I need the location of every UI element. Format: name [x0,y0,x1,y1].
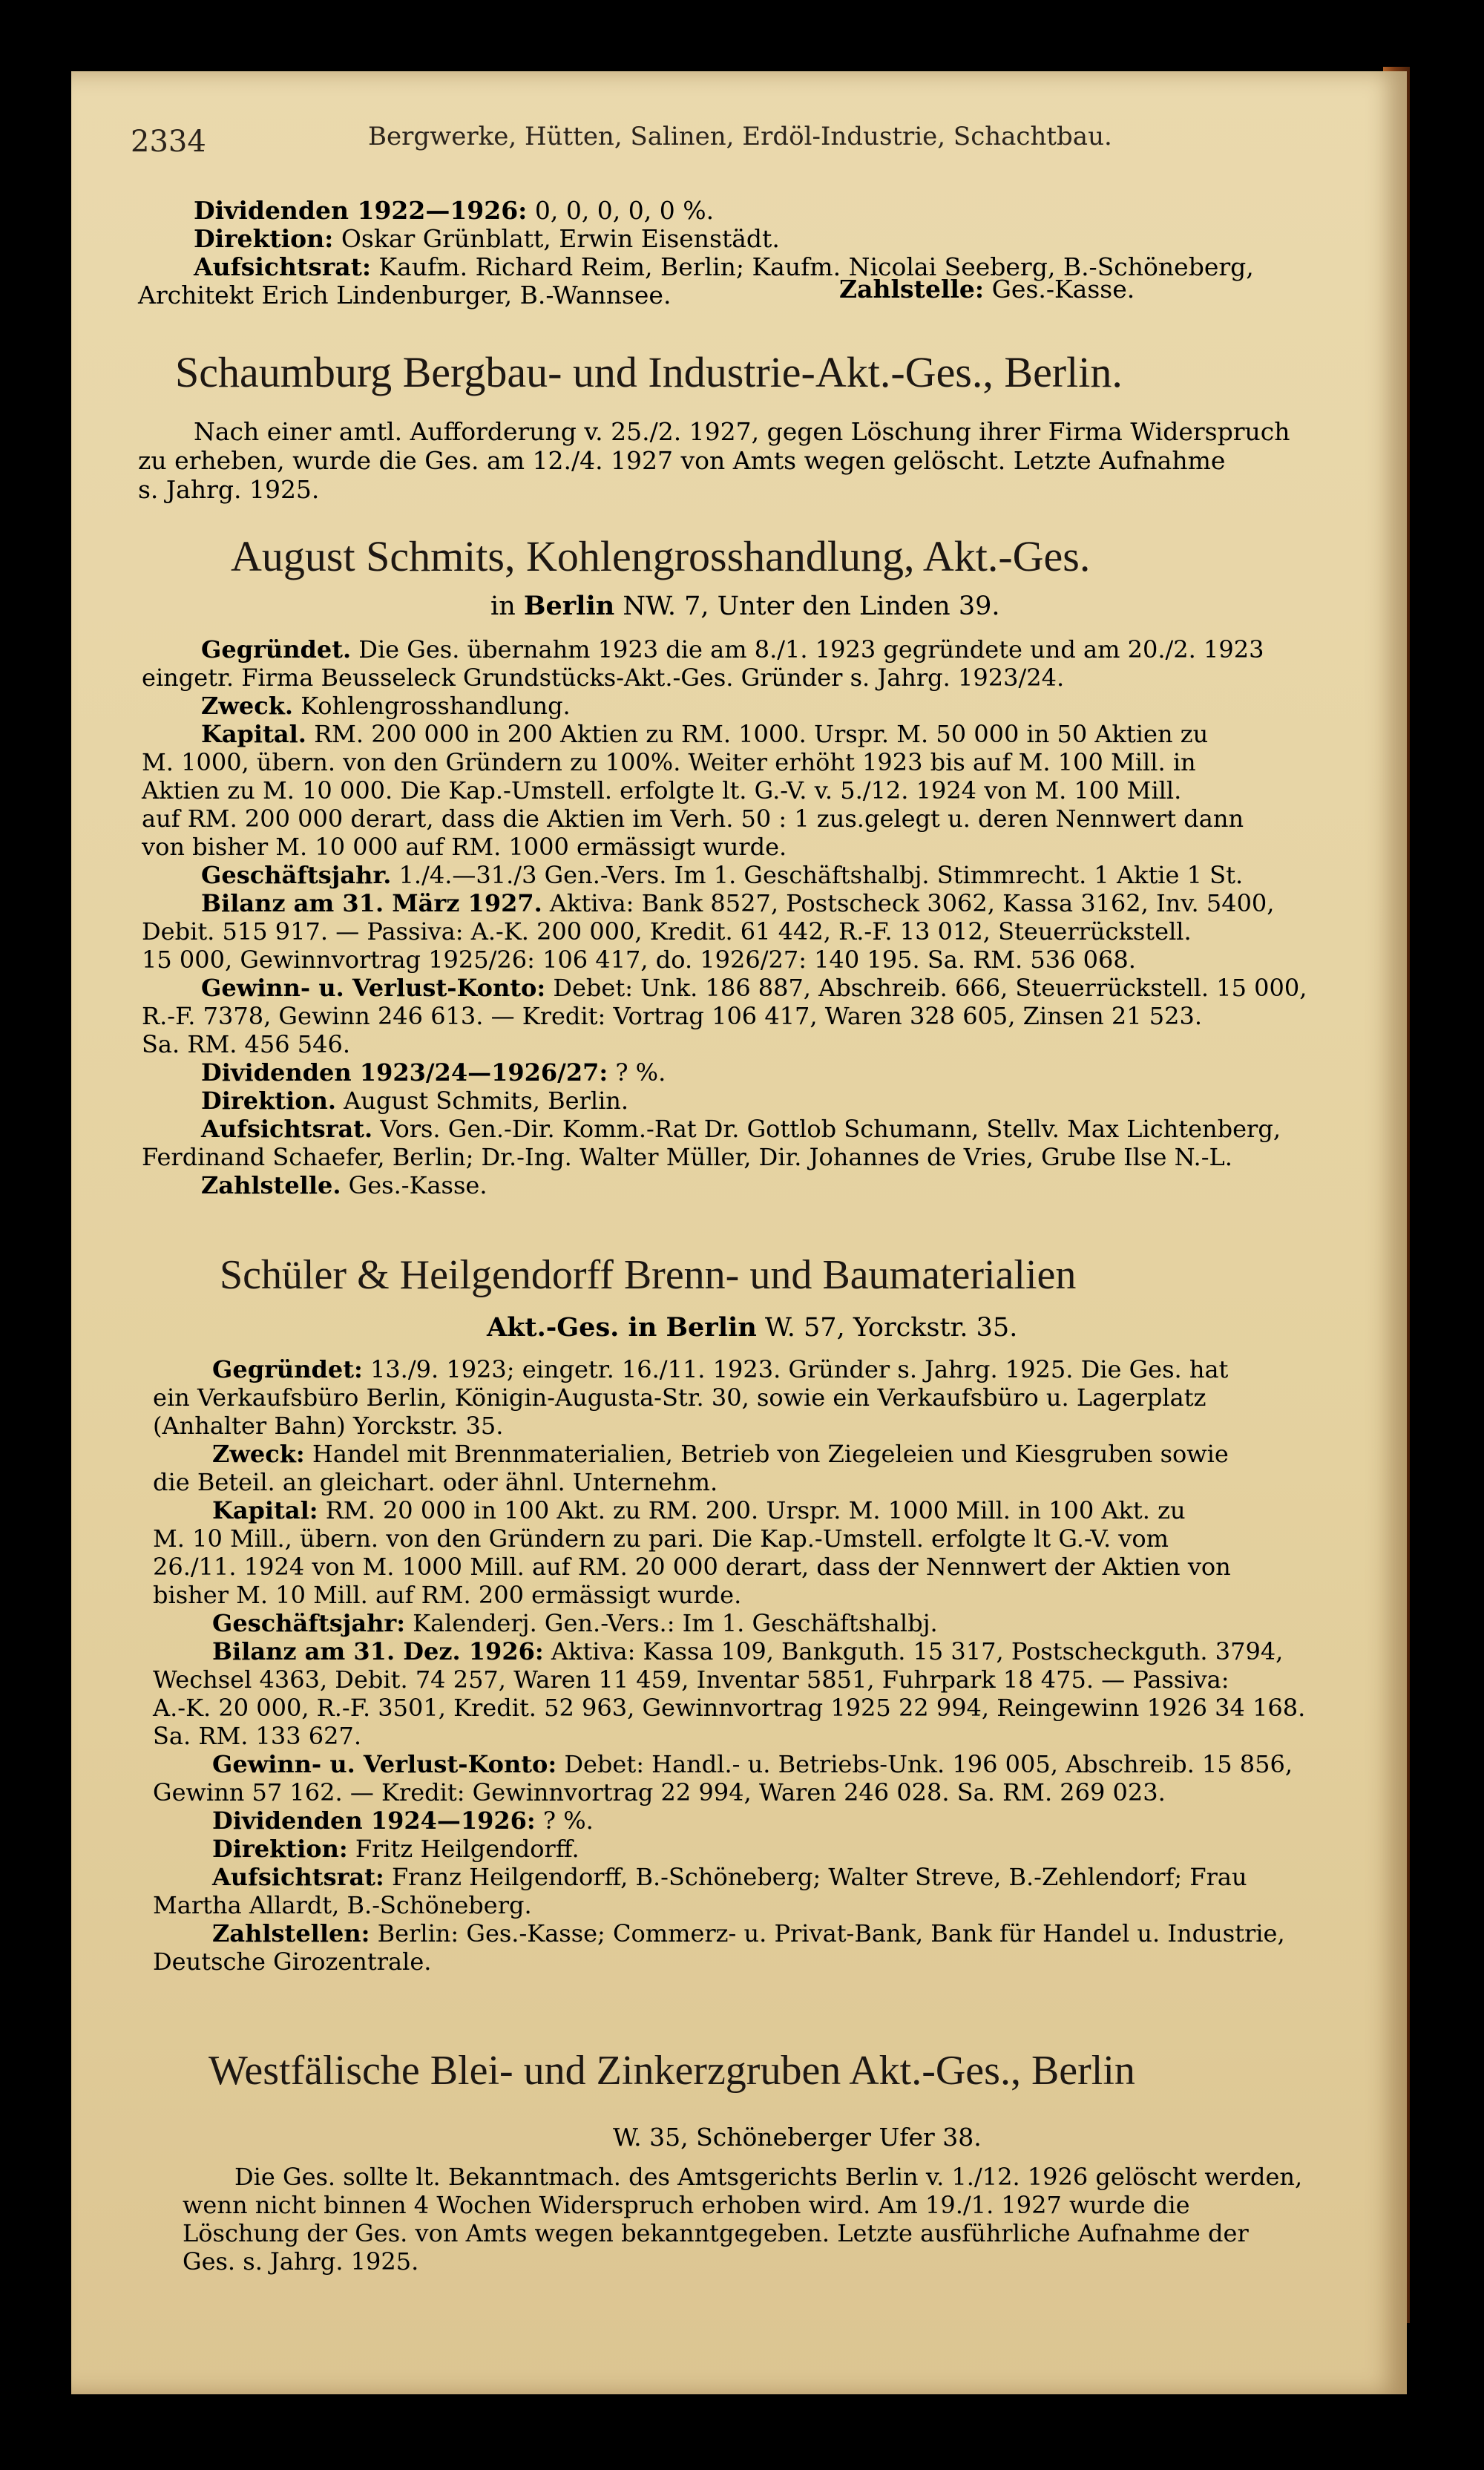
entry-line: 15 000, Gewinnvortrag 1925/26: 106 417, do. 1926/27: 140 195. Sa. RM. 536 068. [142,946,1136,974]
entry-line [212,1637,1283,1665]
dividends-line [194,196,714,225]
entry-line [212,1863,1247,1891]
subtitle-city: Berlin [666,1312,757,1343]
field-value: Kaufm. Richard Reim, Berlin; Kaufm. Nicolai Seeberg, B.-Schöneberg, [371,252,1254,281]
field-label: Dividenden 1924—1926: [212,1806,536,1835]
field-label: Bilanz am 31. März 1927. [201,889,542,917]
entry-line [212,1806,594,1835]
entry-line: Ferdinand Schaefer, Berlin; Dr.-Ing. Walter Müller, Dir. Johannes de Vries, Grube Ilse N.-L. [142,1143,1232,1171]
field-label: Gewinn- u. Verlust-Konto: [212,1750,557,1778]
entry-line [212,1609,938,1637]
entry-line: Sa. RM. 456 546. [142,1030,351,1058]
entry-line [201,1171,487,1199]
company-title: Westfälische Blei- und Zinkerzgruben Akt.-Ges., Berlin [209,2048,1135,2094]
field-label: Zahlstelle: [839,275,985,304]
entry-line: 26./11. 1924 von M. 1000 Mill. auf RM. 20 000 derart, dass der Nennwert der Aktien von [153,1553,1231,1581]
entry-line [212,1355,1228,1383]
entry-line [201,1115,1281,1143]
field-value: Aktiva: Kassa 109, Bankguth. 15 317, Postscheckguth. 3794, [543,1637,1284,1665]
field-value: Ges.-Kasse. [341,1171,487,1199]
text-line: Die Ges. sollte lt. Bekanntmach. des Amtsgerichts Berlin v. 1./12. 1926 gelöscht werden, [234,2163,1303,2191]
page-number: 2334 [131,125,206,159]
field-label: Gewinn- u. Verlust-Konto: [201,974,546,1002]
book-page [71,71,1407,2394]
field-value: Oskar Grünblatt, Erwin Eisenstädt. [333,224,780,253]
field-value: 1./4.—31./3 Gen.-Vers. Im 1. Geschäftshalbj. Stimmrecht. 1 Aktie 1 St. [391,861,1244,889]
company-title: Schaumburg Bergbau- und Industrie-Akt.-Ges., Berlin. [175,348,1123,396]
field-value: Vors. Gen.-Dir. Komm.-Rat Dr. Gottlob Schumann, Stellv. Max Lichtenberg, [372,1115,1281,1143]
entry-line [201,889,1274,917]
board-line [194,224,780,253]
field-label: Zweck. [201,692,294,720]
field-value: 13./9. 1923; eingetr. 16./11. 1923. Gründer s. Jahrg. 1925. Die Ges. hat [362,1355,1229,1383]
field-value: August Schmits, Berlin. [335,1087,629,1115]
field-value: Kalenderj. Gen.-Vers.: Im 1. Geschäftshalbj. [405,1609,938,1637]
subtitle-prefix: Akt.-Ges. in [487,1312,666,1343]
field-label: Dividenden 1922—1926: [194,196,528,225]
company-title: Schüler & Heilgendorff Brenn- und Baumaterialien [220,1252,1077,1298]
text-line: s. Jahrg. 1925. [138,475,320,504]
text-line: Ges. s. Jahrg. 1925. [183,2247,419,2276]
field-label: Direktion: [212,1835,348,1863]
entry-line [201,974,1307,1002]
field-value: RM. 200 000 in 200 Aktien zu RM. 1000. Urspr. M. 50 000 in 50 Aktien zu [306,720,1209,748]
field-value: Debet: Unk. 186 887, Abschreib. 666, Steuerrückstell. 15 000, [545,974,1307,1002]
entry-line: ein Verkaufsbüro Berlin, Königin-Augusta-Str. 30, sowie ein Verkaufsbüro u. Lagerplatz [153,1383,1206,1412]
entry-line: Sa. RM. 133 627. [153,1722,362,1750]
field-label: Geschäftsjahr. [201,861,392,889]
text-line: Nach einer amtl. Aufforderung v. 25./2. 1927, gegen Löschung ihrer Firma Widerspruch [194,417,1290,446]
entry-line [201,1087,628,1115]
entry-line: eingetr. Firma Beusseleck Grundstücks-Akt.-Ges. Gründer s. Jahrg. 1923/24. [142,664,1065,692]
subtitle-address: W. 57, Yorckstr. 35. [756,1313,1018,1343]
text-line: wenn nicht binnen 4 Wochen Widerspruch erhoben wird. Am 19./1. 1927 wurde die [183,2191,1190,2219]
entry-line: von bisher M. 10 000 auf RM. 1000 ermässigt wurde. [142,833,787,861]
field-value: Aktiva: Bank 8527, Postscheck 3062, Kassa 3162, Inv. 5400, [542,889,1275,917]
field-label: Zahlstelle. [201,1171,341,1199]
entry-line: M. 10 Mill., übern. von den Gründern zu pari. Die Kap.-Umstell. erfolgte lt G.-V. vom [153,1524,1169,1553]
entry-line: (Anhalter Bahn) Yorckstr. 35. [153,1412,504,1440]
text-line: Architekt Erich Lindenburger, B.-Wannsee. [138,281,672,309]
field-value: Handel mit Brennmaterialien, Betrieb von Ziegeleien und Kiesgruben sowie [304,1440,1229,1468]
entry-line: Wechsel 4363, Debit. 74 257, Waren 11 459, Inventar 5851, Fuhrpark 18 475. — Passiva: [153,1665,1229,1694]
entry-line: M. 1000, übern. von den Gründern zu 100%. Weiter erhöht 1923 bis auf M. 100 Mill. in [142,748,1196,776]
field-value: Debet: Handl.- u. Betriebs-Unk. 196 005, Abschreib. 15 856, [556,1750,1293,1778]
company-subtitle [487,1312,1017,1343]
running-title: Bergwerke, Hütten, Salinen, Erdöl-Industrie, Schachtbau. [368,122,1112,151]
entry-line [212,1835,580,1863]
field-label: Direktion. [201,1087,336,1115]
field-value: Franz Heilgendorff, B.-Schöneberg; Walter Streve, B.-Zehlendorf; Frau [384,1863,1247,1891]
field-label: Kapital. [201,720,306,748]
field-value: RM. 20 000 in 100 Akt. zu RM. 200. Urspr. M. 1000 Mill. in 100 Akt. zu [318,1496,1186,1524]
subtitle-address: NW. 7, Unter den Linden 39. [614,592,1000,621]
company-subtitle [490,591,999,621]
entry-line: Martha Allardt, B.-Schöneberg. [153,1891,532,1919]
entry-line [201,720,1208,748]
entry-line [212,1919,1285,1948]
field-label: Direktion: [194,224,334,253]
field-value: Kohlengrosshandlung. [293,692,571,720]
field-label: Zweck: [212,1440,305,1468]
field-value: Ges.-Kasse. [984,275,1135,304]
field-label: Aufsichtsrat: [194,252,372,281]
field-label: Gegründet. [201,635,352,664]
field-label: Zahlstellen: [212,1919,370,1948]
entry-line [201,1058,666,1087]
paying-agent-line [839,275,1135,304]
entry-line: R.-F. 7378, Gewinn 246 613. — Kredit: Vortrag 106 417, Waren 328 605, Zinsen 21 523. [142,1002,1202,1030]
entry-line [212,1496,1186,1524]
field-label: Gegründet: [212,1355,363,1383]
field-value: Berlin: Ges.-Kasse; Commerz- u. Privat-Bank, Bank für Handel u. Industrie, [370,1919,1285,1948]
entry-line: bisher M. 10 Mill. auf RM. 200 ermässigt wurde. [153,1581,742,1609]
field-value: ? %. [535,1806,594,1835]
text-line: Löschung der Ges. von Amts wegen bekanntgegeben. Letzte ausführliche Aufnahme der [183,2219,1249,2247]
entry-line: auf RM. 200 000 derart, dass die Aktien im Verh. 50 : 1 zus.gelegt u. deren Nennwert dann [142,805,1244,833]
entry-line [212,1750,1293,1778]
field-value: 0, 0, 0, 0, 0 %. [527,196,715,225]
field-value: ? %. [608,1058,666,1087]
subtitle-prefix: in [490,592,524,621]
entry-line [201,635,1264,664]
entry-line [212,1440,1229,1468]
entry-line: Debit. 515 917. — Passiva: A.-K. 200 000, Kredit. 61 442, R.-F. 13 012, Steuerrückstell. [142,917,1192,946]
field-label: Geschäftsjahr: [212,1609,405,1637]
subtitle-city: Berlin [523,591,615,621]
field-label: Kapital: [212,1496,318,1524]
entry-line [201,692,571,720]
entry-line: Gewinn 57 162. — Kredit: Gewinnvortrag 22 994, Waren 246 028. Sa. RM. 269 023. [153,1778,1166,1806]
entry-line: A.-K. 20 000, R.-F. 3501, Kredit. 52 963, Gewinnvortrag 1925 22 994, Reingewinn 1926 34 168. [153,1694,1306,1722]
field-value: Fritz Heilgendorff. [347,1835,580,1863]
entry-line: Deutsche Girozentrale. [153,1948,432,1976]
text-line: zu erheben, wurde die Ges. am 12./4. 1927 von Amts wegen gelöscht. Letzte Aufnahme [138,446,1226,475]
company-subtitle: W. 35, Schöneberger Ufer 38. [613,2123,982,2152]
entry-line [201,861,1243,889]
company-title: August Schmits, Kohlengrosshandlung, Akt.-Ges. [231,532,1091,580]
field-value: Die Ges. übernahm 1923 die am 8./1. 1923 gegründete und am 20./2. 1923 [351,635,1264,664]
field-label: Aufsichtsrat: [212,1863,384,1891]
entry-line: die Beteil. an gleichart. oder ähnl. Unternehm. [153,1468,718,1496]
field-label: Bilanz am 31. Dez. 1926: [212,1637,544,1665]
entry-line: Aktien zu M. 10 000. Die Kap.-Umstell. erfolgte lt. G.-V. v. 5./12. 1924 von M. 100 Mill. [142,776,1182,805]
field-label: Aufsichtsrat. [201,1115,373,1143]
field-label: Dividenden 1923/24—1926/27: [201,1058,608,1087]
